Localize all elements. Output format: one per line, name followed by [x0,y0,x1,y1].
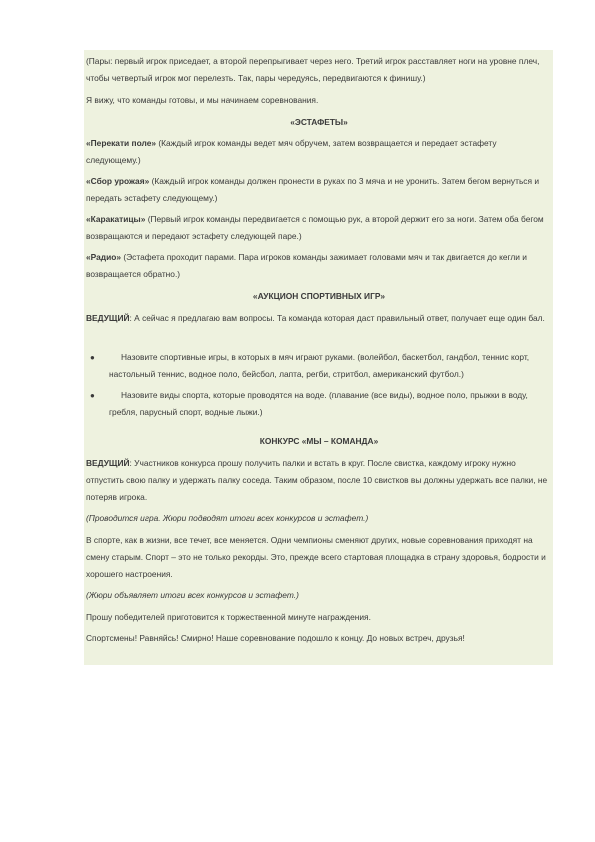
paragraph-host-1 [86,310,552,327]
paragraph-teams-ready: Я вижу, что команды готовы, и мы начинаем соревнования. [86,95,319,105]
relay-2-text: (Каждый игрок команды должен пронести в руках по 3 мяча и не уронить. Затем бегом вернуться и передать эстафету следующему.) [86,176,540,203]
relay-1-title: «Перекати поле» [86,138,157,148]
relay-4-title: «Радио» [86,252,122,262]
list-item-water-sports: Назовите виды спорта, которые проводятся на воде. (плавание (все виды), водное поло, прыжки в воду, гребля, парусный спорт, водные лыжи.) [109,390,528,417]
heading-auction: «АУКЦИОН СПОРТИВНЫХ ИГР» [252,291,386,301]
relay-3-text: (Первый игрок команды передвигается с помощью рук, а второй держит его за ноги. Затем оба бегом возвращаются и передают эстафету следующей паре.) [86,214,544,241]
note-results: (Жюри объявляет итоги всех конкурсов и эстафет.) [86,590,299,600]
host-2-label: ВЕДУЩИЙ [86,458,130,468]
host-1-text: : А сейчас я предлагаю вам вопросы. Та команда которая даст правильный ответ, получает еще один бал. [129,313,545,323]
heading-team-contest: КОНКУРС «МЫ – КОМАНДА» [259,436,379,446]
paragraph-relay-2 [86,173,552,207]
bullet-icon: ● [90,391,95,400]
relay-4-text: (Эстафета проходит парами. Пара игроков команды зажимает головами мяч и так двигается до кегли и возвращается обратно.) [86,252,527,279]
relay-2-title: «Сбор урожая» [86,176,150,186]
heading-relays: «ЭСТАФЕТЫ» [290,117,348,127]
relay-3-title: «Каракатицы» [86,214,146,224]
paragraph-pairs-description: (Пары: первый игрок приседает, а второй перепрыгивает через него. Третий игрок расставляет ноги на уровне плеч, чтобы четвертый игрок мог перелезть. Так, пары чередуясь, передвигаются к финишу.) [86,56,540,83]
list-item-ball-games: Назовите спортивные игры, в которых в мяч играют руками. (волейбол, баскетбол, гандбол, теннис корт, настольный теннис, водное поло, бейсбол, лапта, регби, стритбол, американский футбол.) [109,352,530,379]
paragraph-ending: Спортсмены! Равняйсь! Смирно! Наше соревнование подошло к концу. До новых встреч, друзья! [86,633,465,643]
relay-1-text: (Каждый игрок команды ведет мяч обручем, затем возвращается и передает эстафету следующему.) [86,138,497,165]
host-1-label: ВЕДУЩИЙ [86,313,130,323]
note-game-played: (Проводится игра. Жюри подводят итоги всех конкурсов и эстафет.) [86,513,369,523]
host-2-text: : Участников конкурса прошу получить палки и встать в круг. После свистка, каждому игроку нужно отпустить свою палку и удержать палку соседа. Таким образом, после 10 свистков вы должны удержать все палки, не потеряв игрока. [86,458,548,502]
paragraph-winners: Прошу победителей приготовится к торжественной минуте награждения. [86,612,371,622]
paragraph-host-2 [86,455,552,506]
paragraph-relay-1 [86,135,552,169]
paragraph-relay-4 [86,249,552,283]
paragraph-relay-3 [86,211,552,245]
paragraph-sport-life: В спорте, как в жизни, все течет, все меняется. Одни чемпионы сменяют других, новые соревнования приходят на смену старым. Спорт – это не только рекорды. Это, прежде всего стартовая площадка в страну здоровья, бодрости и хорошего настроения. [86,535,546,579]
bullet-icon: ● [90,353,95,362]
